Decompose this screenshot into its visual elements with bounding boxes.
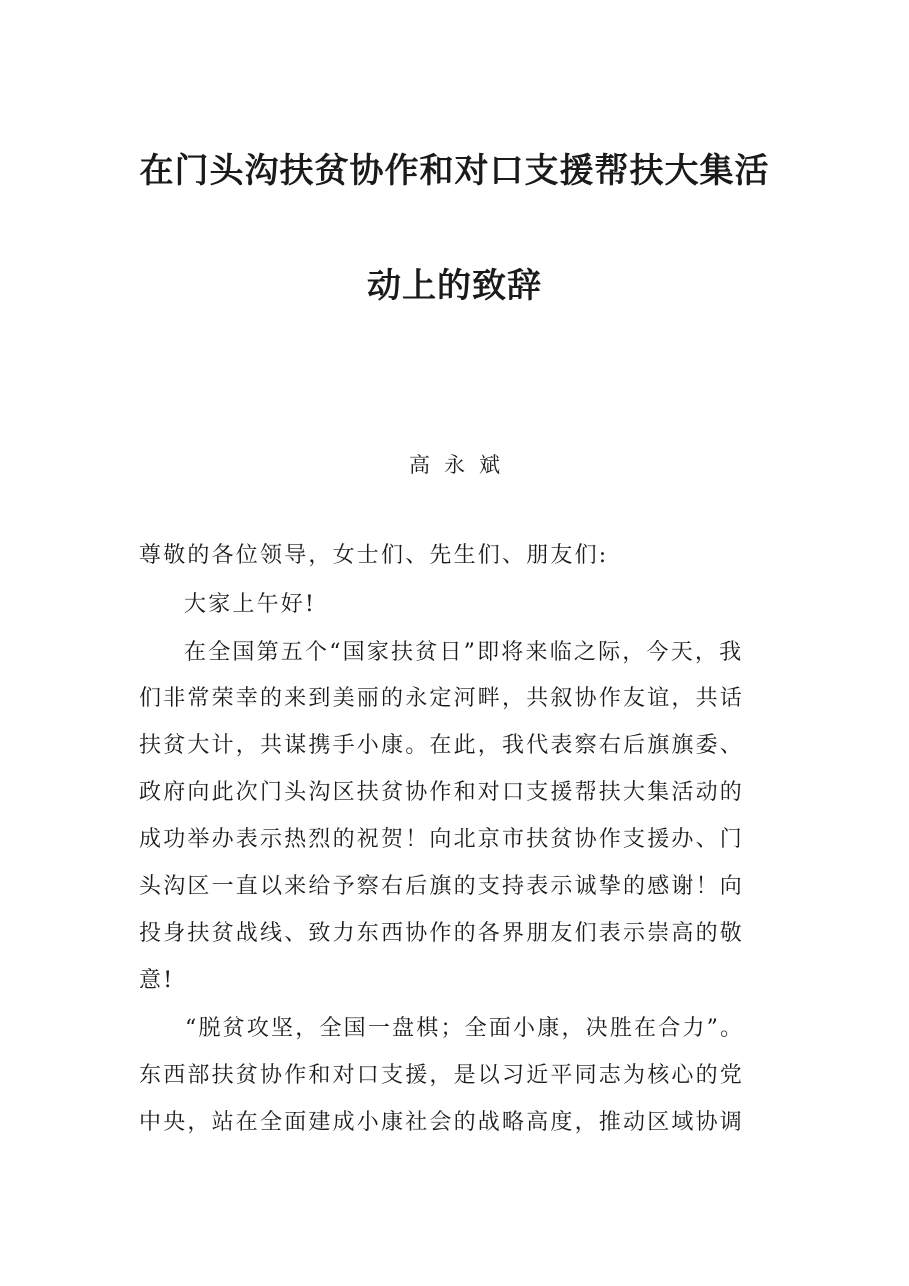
paragraph-2-line-3: 中央，站在全面建成小康社会的战略高度，推动区域协调 (139, 1110, 745, 1135)
document-title-line-1: 在门头沟扶贫协作和对口支援帮扶大集活 (139, 151, 770, 191)
salutation: 尊敬的各位领导，女士们、先生们、朋友们: (139, 543, 609, 568)
paragraph-2-line-2: 东西部扶贫协作和对口支援，是以习近平同志为核心的党 (139, 1063, 745, 1088)
paragraph-1-line-1: 在全国第五个“国家扶贫日”即将来临之际，今天，我 (184, 640, 744, 665)
greeting: 大家上午好! (184, 592, 317, 617)
paragraph-1-line-2: 们非常荣幸的来到美丽的永定河畔，共叙协作友谊，共话 (139, 686, 745, 711)
paragraph-1-line-4: 政府向此次门头沟区扶贫协作和对口支援帮扶大集活动的 (139, 780, 745, 805)
author-name: 高永斌 (409, 453, 514, 477)
paragraph-2-line-1: “脱贫攻坚，全国一盘棋；全面小康，决胜在合力”。 (185, 1016, 745, 1041)
document-title-line-2: 动上的致辞 (367, 266, 542, 306)
paragraph-1-line-6: 头沟区一直以来给予察右后旗的支持表示诚挚的感谢！向 (139, 874, 745, 899)
paragraph-1-line-5: 成功举办表示热烈的祝贺！向北京市扶贫协作支援办、门 (139, 827, 745, 852)
paragraph-1-line-3: 扶贫大计，共谋携手小康。在此，我代表察右后旗旗委、 (139, 733, 745, 758)
paragraph-1-line-8: 意! (139, 968, 175, 993)
paragraph-1-line-7: 投身扶贫战线、致力东西协作的各界朋友们表示崇高的敬 (139, 921, 745, 946)
